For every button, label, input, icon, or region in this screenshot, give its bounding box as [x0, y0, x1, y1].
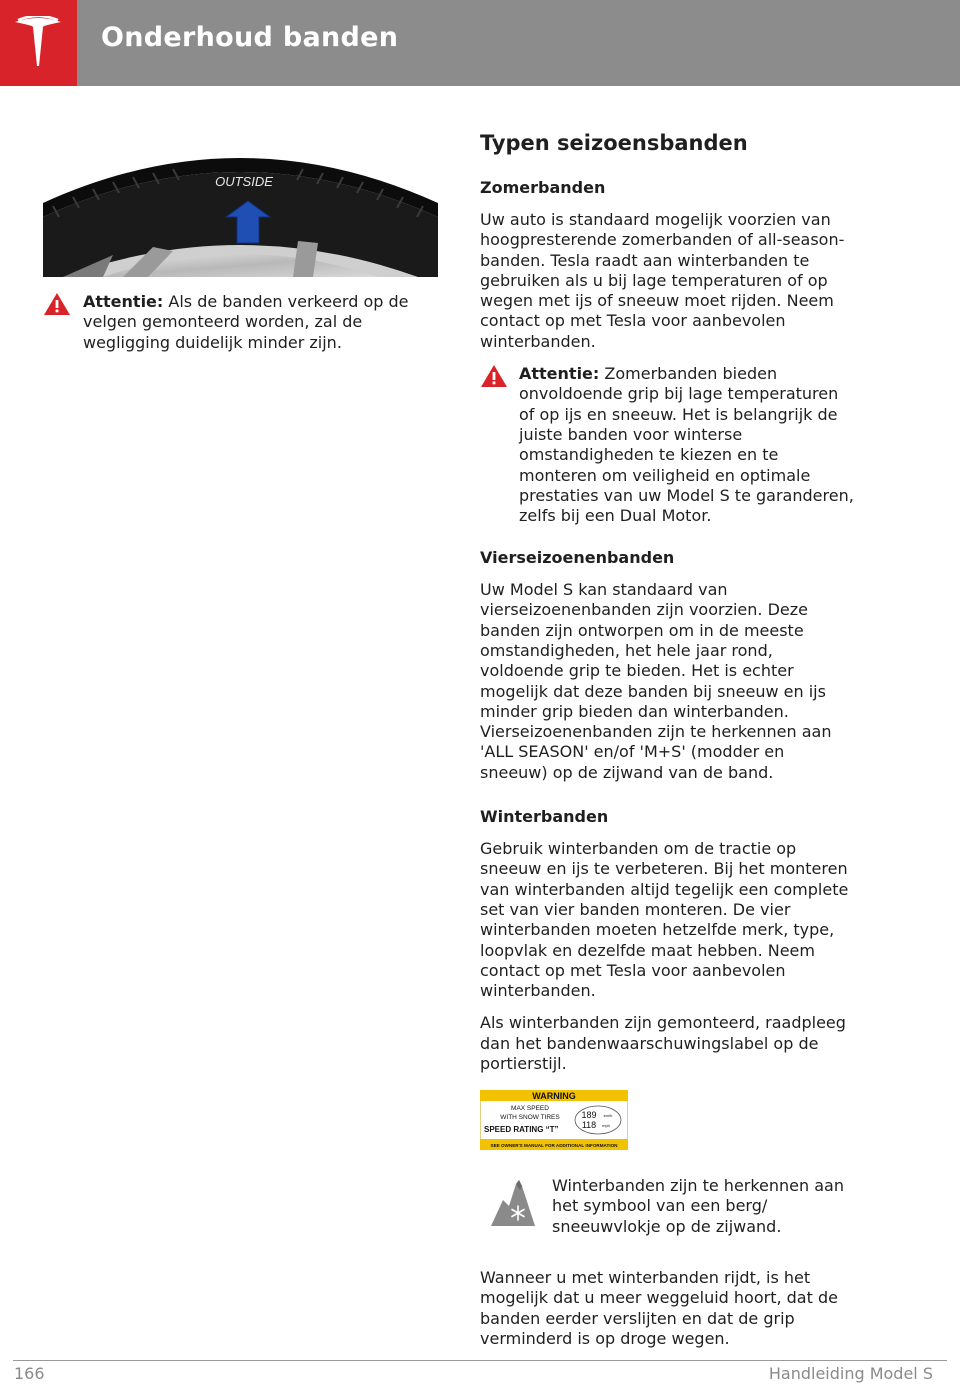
svg-text:km/h: km/h — [603, 1113, 613, 1118]
snow-symbol-text: Winterbanden zijn te herkennen aan het symbool van een berg/ sneeuwvlokje op de zijwand. — [552, 1176, 844, 1236]
summer-paragraph: Uw auto is standaard mogelijk voorzien van hoogpresterende zomerbanden of all-season- banden. Tesla raadt aan winterbanden te gebruiken als u bij lage temperaturen of op wegen met ijs of sneeuw moet rijden. Neem contact op met Tesla voor aanbevolen winterbanden. — [480, 210, 845, 351]
attention-line: velgen gemonteerd worden, zal de — [83, 312, 363, 332]
svg-text:SPEED RATING “T”: SPEED RATING “T” — [484, 1125, 559, 1134]
svg-text:SEE OWNER'S MANUAL FOR ADDITIO: SEE OWNER'S MANUAL FOR ADDITIONAL INFORMATION — [490, 1143, 618, 1148]
svg-text:MAX SPEED: MAX SPEED — [511, 1105, 549, 1112]
right-column — [480, 128, 875, 1074]
tesla-logo — [0, 0, 77, 86]
attention-note-summer: Attentie: Zomerbanden bieden onvoldoende grip bij lage temperaturen of op ijs en sneeuw. Het is belangrijk de juiste banden voor winterse omstandigheden te kiezen en te monteren om veiligheid en optimale prestaties van uw Model S te garanderen, zelfs bij een Dual Motor. — [480, 364, 875, 530]
winter-paragraph: Gebruik winterbanden om de tractie op sneeuw en ijs te verbeteren. Bij het monteren van winterbanden altijd tegelijk een complete set van vier banden monteren. De vier winterbanden moeten hetzelfde merk, type, loopvlak en dezelfde maat hebben. Neem contact op met Tesla voor aanbevolen winterbanden. — [480, 839, 849, 1001]
subheading-winter: Winterbanden — [480, 807, 609, 827]
allseason-paragraph: Uw Model S kan standaard van vierseizoenenbanden zijn voorzien. Deze banden zijn ontworpen om in de meeste omstandigheden, het hele jaar rond, voldoende grip te bieden. Het is echter mogelijk dat deze banden bij sneeuw en ijs minder grip bieden dan winterbanden. Vierseizoenenbanden zijn te herkennen aan 'ALL SEASON' en/of 'M+S' (modder en sneeuw) op de zijwand van de band. — [480, 580, 832, 782]
subheading-summer: Zomerbanden — [480, 178, 606, 197]
svg-text:118: 118 — [581, 1120, 597, 1130]
subheading-allseason: Vierseizoenenbanden — [480, 548, 675, 568]
warning-triangle-icon — [43, 292, 71, 316]
section-heading: Typen seizoensbanden — [480, 131, 748, 155]
winter-label-paragraph: Als winterbanden zijn gemonteerd, raadpleeg dan het bandenwaarschuwingslabel op de portierstijl. — [480, 1013, 846, 1074]
svg-text:WARNING: WARNING — [532, 1091, 576, 1101]
attention-note-mounting — [43, 292, 443, 356]
svg-text:mph: mph — [602, 1123, 610, 1128]
closing-paragraph: Wanneer u met winterbanden rijdt, is het mogelijk dat u meer weggeluid hoort, dat de banden eerder verslijten en dat de grip verminderd is op droge wegen. — [480, 1268, 838, 1348]
page-number: 166 — [14, 1364, 45, 1383]
attention-line: Als de banden verkeerd op de — [168, 292, 409, 311]
page-header — [0, 0, 960, 86]
tire-mounting-illustration — [43, 151, 438, 277]
warning-triangle-icon — [480, 364, 508, 388]
footer-divider — [13, 1360, 947, 1361]
svg-text:189: 189 — [581, 1110, 597, 1120]
attention-line: wegligging duidelijk minder zijn. — [83, 332, 342, 352]
snow-tire-warning-label — [480, 1090, 628, 1150]
attention-label: Attentie: — [519, 364, 600, 384]
tire-outside-label: OUTSIDE — [215, 174, 273, 189]
svg-text:WITH SNOW TIRES: WITH SNOW TIRES — [500, 1114, 560, 1121]
footer-manual-title: Handleiding Model S — [768, 1364, 933, 1383]
page-title: Onderhoud banden — [101, 22, 399, 53]
attention-label: Attentie: — [83, 292, 164, 311]
tesla-t-icon — [13, 16, 63, 70]
mountain-snowflake-icon — [489, 1176, 537, 1228]
